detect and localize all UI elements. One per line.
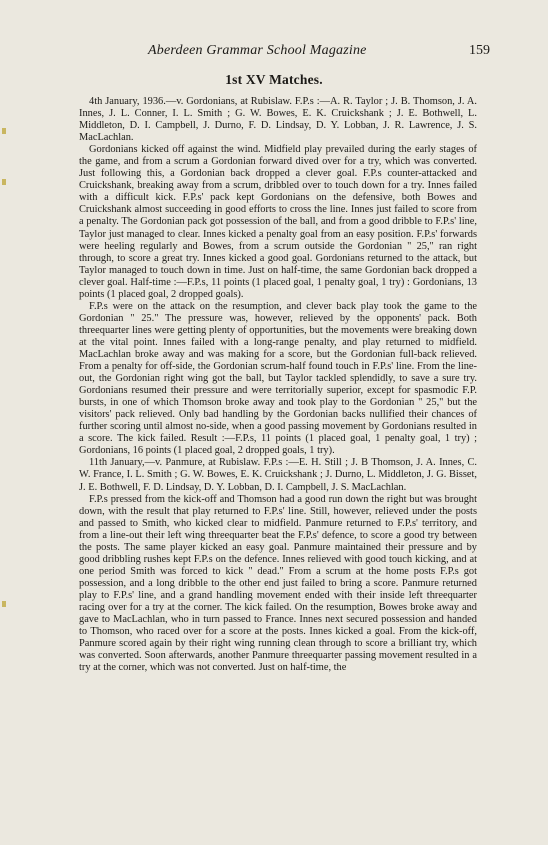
running-head bbox=[60, 43, 500, 63]
paragraph-second-half-gordonians: F.P.s were on the attack on the resumption, and clever back play took the game to the Gordonian " 25." The pressure was, however, relieved by the opponents' pack. Both threequarter lines were getting plenty of opportunities, but the movements were breaking down at the vital point. Innes failed with a long-range penalty, and play returned to midfield. MacLachlan broke away and was making for a score, but the Gordonian full-back relieved. From a penalty for off-side, the Gordonian scrum-half found touch in F.P.s' line. From the line-out, the Gordonian right wing got the ball, but Taylor tackled splendidly, to save a sure try. Gordonians resumed their pressure and were territorially superior, except for spasmodic F.P. bursts, in one of which Thomson broke away and took play to the Gordonian " 25," but the visitors' pack relieved. Only bad handling by the Gordonian backs nullified their chances of further scoring until almost no-side, when a good passing movement by Gordonians resulted in a score. The kick failed. Result :—F.P.s, 11 points (1 placed goal, 1 penalty goal, 1 try) ; Gordonians, 16 points (1 placed goal, 2 dropped goals, 1 try). bbox=[79, 300, 477, 457]
binding-mark bbox=[2, 179, 6, 185]
paragraph-first-half-gordonians: Gordonians kicked off against the wind. Midfield play prevailed during the early stages of the game, and from a scrum a Gordonian forward dived over for a try, which was converted. Just following this, a Gordonian back dropped a clever goal. F.P.s counter-attacked and Cruickshank, breaking away from a scrum, dribbled over to touch down for a try. Innes failed with a difficult kick. F.P.s' pack kept Gordonians on the defensive, both Bowes and Cruickshank almost succeeding in good efforts to cross the line. Innes just failed to score from a penalty. The Gordonian pack got possession of the ball, and from a good dribble to F.P.s' line, Taylor just managed to clear. Innes kicked a penalty goal from an easy position. F.P.s' forwards were heeling regularly and Bowes, from a scrum outside the Gordonian " 25," ran right through, to score a great try. Innes kicked a good goal. Gordonians returned to the attack, but Taylor managed to touch down in time. Just on half-time, the same Gordonian back dropped a clever goal. Half-time :—F.P.s, 11 points (1 placed goal, 1 penalty goal, 1 try) : Gordonians, 13 points (1 placed goal, 2 dropped goals). bbox=[79, 144, 477, 300]
paragraph-team-list-gordonians: 4th January, 1936.—v. Gordonians, at Rubislaw. F.P.s :—A. R. Taylor ; J. B. Thomson, J. A. Innes, J. L. Conner, I. L. Smith ; G. W. Bowes, E. K. Cruickshank ; J. E. Bothwell, L. Middleton, D. I. Campbell, J. Durno, F. D. Lindsay, D. Y. Lobban, J. R. Lawrence, J. S. MacLachlan. bbox=[79, 96, 477, 144]
paragraph-match-report-panmure: F.P.s pressed from the kick-off and Thomson had a good run down the right but was brought down, with the result that play returned to F.P.s' line. Still, however, relieved under the posts and passed to Smith, who kicked clear to midfield. Panmure returned to F.P.s' territory, and from a line-out their left wing threequarter beat the F.P.s' defence, to score a good try between the posts. The same player kicked an easy goal. Panmure maintained their pressure and by good dribbling rushes kept F.P.s on the defence. Innes relieved with good touch kicking, and at one period Smith was forced to kick " dead." From a scrum at the home posts F.P.s got possession, and a long dribble to the other end just failed to bring a score. Panmure returned play to F.P.s' line, and a grand handling movement ended with their inside left threequarter racing over for a try at the corner. The kick failed. On the resumption, Bowes broke away and gave to MacLachlan, who in turn passed to France. Innes next secured possession and handed to Thomson, who raced over for a score at the posts. Innes kicked a goal. From the kick-off, Panmure scored again by their right wing running clean through to score a brilliant try, which was converted. Soon afterwards, another Panmure threequarter passing movement resulted in a try at the corner, which was not converted. Just on half-time, the bbox=[79, 493, 477, 674]
section-title: 1st XV Matches. bbox=[225, 72, 323, 87]
journal-title: Aberdeen Grammar School Magazine bbox=[148, 43, 367, 58]
binding-mark bbox=[2, 128, 6, 134]
article-body bbox=[79, 96, 477, 674]
page-number: 159 bbox=[469, 43, 490, 58]
paragraph-team-list-panmure: 11th January,—v. Panmure, at Rubislaw. F.P.s :—E. H. Still ; J. B Thomson, J. A. Innes, C. W. France, I. L. Smith ; G. W. Bowes, E. K. Cruickshank ; J. Durno, L. Middleton, J. G. Bisset, J. E. Bothwell, F. D. Lindsay, D. Y. Lobban, D. I. Campbell, J. S. MacLachlan. bbox=[79, 457, 477, 493]
binding-mark bbox=[2, 601, 6, 607]
